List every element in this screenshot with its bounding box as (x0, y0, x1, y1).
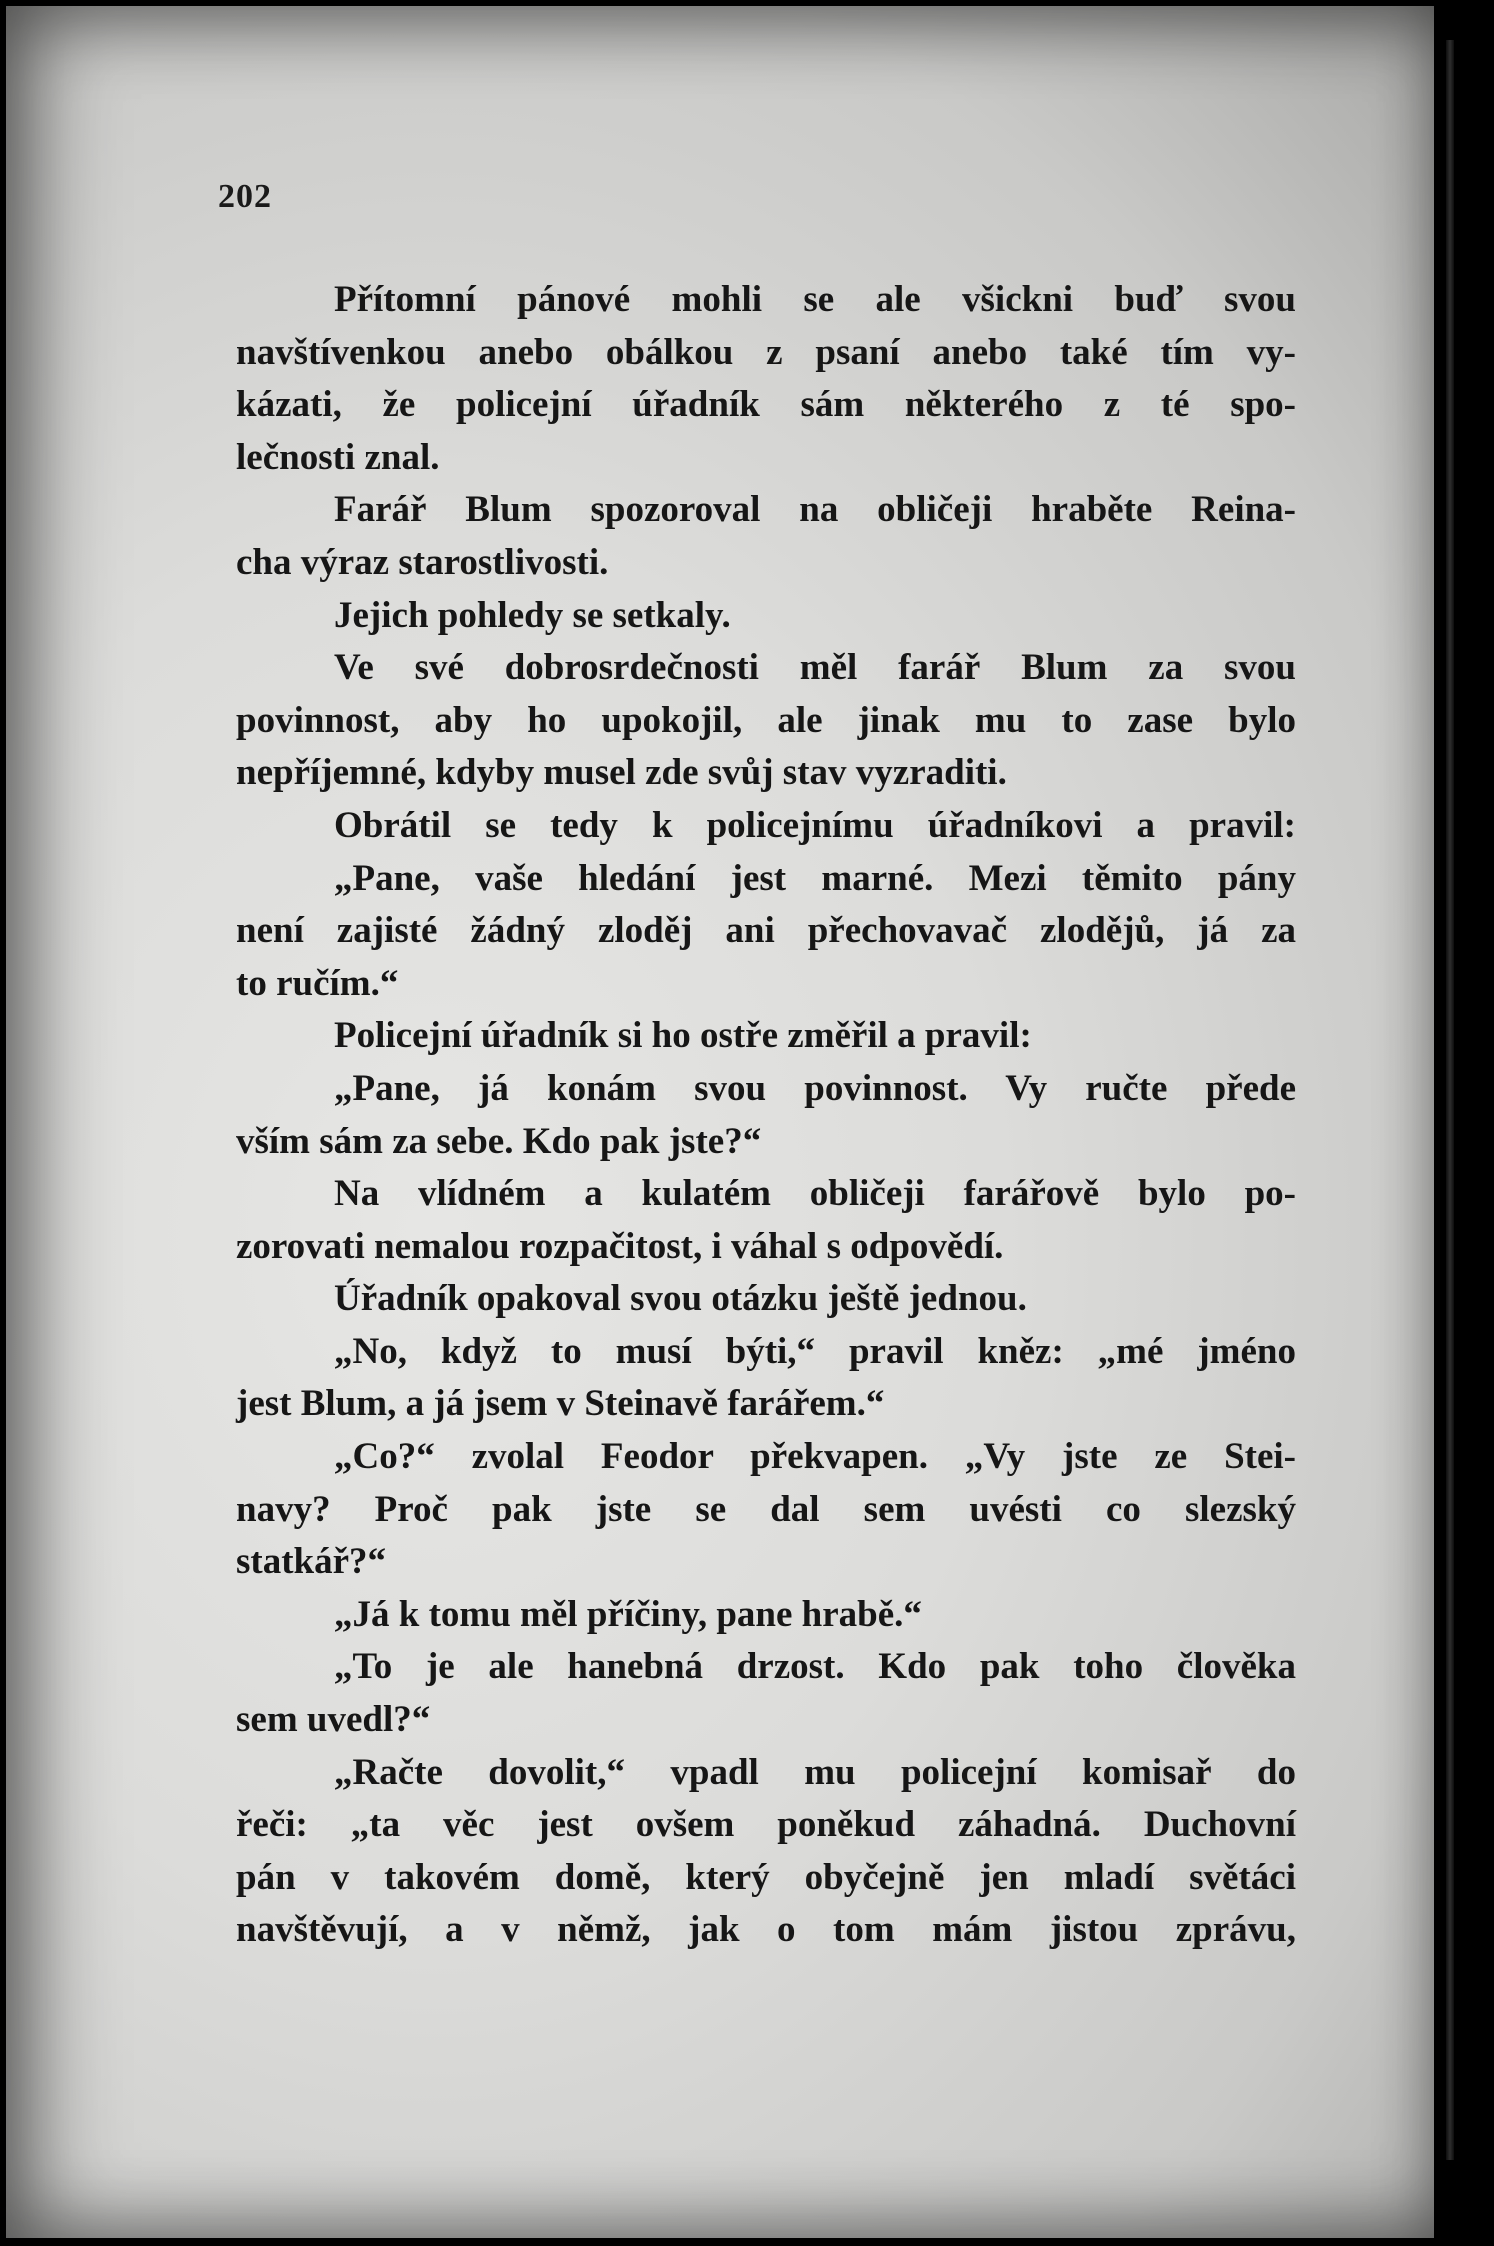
text-line: „Co?“ zvolal Feodor překvapen. „Vy jste ze Stei- (334, 1436, 1296, 1478)
text-line: jest Blum, a já jsem v Steinavě farářem.“ (236, 1383, 885, 1425)
text-line: „Pane, já konám svou povinnost. Vy ručte přede (334, 1067, 1296, 1109)
page-number: 202 (218, 178, 272, 215)
text-line: řeči: „ta věc jest ovšem poněkud záhadná. Duchovní (236, 1804, 1296, 1846)
text-line: Policejní úřadník si ho ostře změřil a pravil: (334, 1015, 1032, 1057)
text-line: Úřadník opakoval svou otázku ještě jednou. (334, 1278, 1027, 1320)
text-line: nepříjemné, kdyby musel zde svůj stav vyzraditi. (236, 752, 1007, 794)
text-line: „Pane, vaše hledání jest marné. Mezi těmito pány (334, 857, 1296, 899)
text-line: to ručím.“ (236, 962, 399, 1004)
page-edge-shadow (1434, 0, 1494, 2246)
text-line: Ve své dobrosrdečnosti měl farář Blum za svou (334, 647, 1296, 689)
text-line: Na vlídném a kulatém obličeji farářově bylo po- (334, 1173, 1296, 1215)
text-line: „No, když to musí býti,“ pravil kněz: „mé jméno (334, 1330, 1296, 1372)
body-text (236, 274, 1296, 1957)
book-page (6, 6, 1434, 2238)
text-line: zorovati nemalou rozpačitost, i váhal s odpovědí. (236, 1225, 1004, 1267)
text-line: sem uvedl?“ (236, 1699, 431, 1741)
text-line: vším sám za sebe. Kdo pak jste?“ (236, 1120, 762, 1162)
text-line: Obrátil se tedy k policejnímu úřadníkovi a pravil: (334, 804, 1296, 846)
text-line: „Račte dovolit,“ vpadl mu policejní komisař do (334, 1751, 1296, 1793)
text-line: lečnosti znal. (236, 436, 440, 478)
text-line: navy? Proč pak jste se dal sem uvésti co slezský (236, 1488, 1296, 1530)
text-line: pán v takovém domě, který obyčejně jen mladí světáci (236, 1856, 1296, 1898)
text-line: cha výraz starostlivosti. (236, 541, 609, 583)
page-edge-line (1446, 40, 1454, 2160)
text-line: navštěvují, a v němž, jak o tom mám jistou zprávu, (236, 1909, 1296, 1951)
text-line: statkář?“ (236, 1541, 387, 1583)
text-line: povinnost, aby ho upokojil, ale jinak mu to zase bylo (236, 699, 1296, 741)
text-line: „To je ale hanebná drzost. Kdo pak toho člověka (334, 1646, 1296, 1688)
text-line: Jejich pohledy se setkaly. (334, 594, 731, 636)
text-line: Farář Blum spozoroval na obličeji hraběte Reina- (334, 489, 1296, 531)
text-line: Přítomní pánové mohli se ale všickni buď svou (334, 279, 1296, 320)
text-line: navštívenkou anebo obálkou z psaní anebo také tím vy- (236, 331, 1296, 373)
text-line: není zajisté žádný zloděj ani přechovavač zlodějů, já za (236, 910, 1296, 952)
text-line: kázati, že policejní úřadník sám některého z té spo- (236, 384, 1296, 426)
text-line: „Já k tomu měl příčiny, pane hrabě.“ (334, 1593, 922, 1635)
